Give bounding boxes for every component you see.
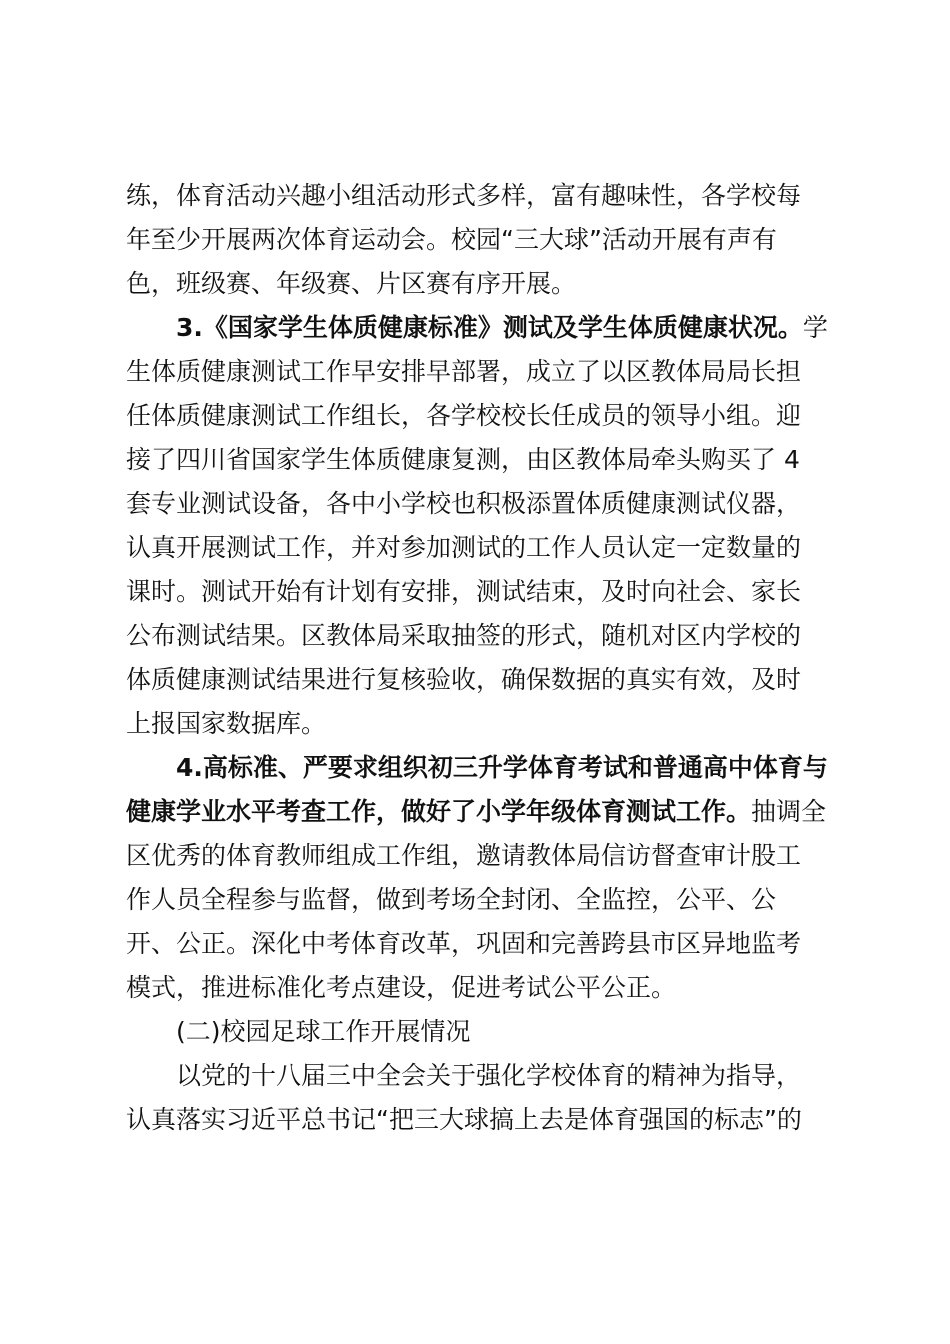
section-4-heading: 4.高标准、严要求组织初三升学体育考试和普通高中体育与 [176,753,828,782]
paragraph-line: 生体质健康测试工作早安排早部署，成立了以区教体局局长担 [126,357,802,386]
paragraph-line: 开、公正。深化中考体育改革，巩固和完善跨县市区异地监考 [126,929,802,958]
section-4-heading-continued: 健康学业水平考查工作，做好了小学年级体育测试工作。 [126,797,752,826]
paragraph-line: 年至少开展两次体育运动会。校园“三大球”活动开展有声有 [126,225,777,254]
paragraph-line: 公布测试结果。区教体局采取抽签的形式，随机对区内学校的 [126,621,802,650]
paragraph-line: 课时。测试开始有计划有安排，测试结束，及时向社会、家长 [126,577,802,606]
paragraph-line: 作人员全程参与监督，做到考场全封闭、全监控，公平、公 [126,885,777,914]
paragraph-line: 色，班级赛、年级赛、片区赛有序开展。 [126,269,577,298]
subsection-heading: (二)校园足球工作开展情况 [176,1017,471,1046]
paragraph-text: 抽调全 [751,797,827,826]
paragraph-line: 任体质健康测试工作组长，各学校校长任成员的领导小组。迎 [126,401,802,430]
paragraph-line: 认真落实习近平总书记“把三大球搞上去是体育强国的标志”的 [126,1105,802,1134]
paragraph-line: 练，体育活动兴趣小组活动形式多样，富有趣味性，各学校每 [126,181,802,210]
paragraph-line: 模式，推进标准化考点建设，促进考试公平公正。 [126,973,677,1002]
paragraph-text: 学 [802,313,828,342]
paragraph-line: 认真开展测试工作，并对参加测试的工作人员认定一定数量的 [126,533,802,562]
paragraph-line: 体质健康测试结果进行复核验收，确保数据的真实有效，及时 [126,665,802,694]
paragraph-line: 以党的十八届三中全会关于强化学校体育的精神为指导， [176,1061,802,1090]
section-3-heading: 3.《国家学生体质健康标准》测试及学生体质健康状况。 [176,313,803,342]
section-4-second-line [126,796,826,828]
paragraph-line: 接了四川省国家学生体质健康复测，由区教体局牵头购买了 4 [126,445,800,474]
paragraph-line: 套专业测试设备，各中小学校也积极添置体质健康测试仪器， [126,489,802,518]
paragraph-line: 上报国家数据库。 [126,709,327,738]
paragraph-line: 区优秀的体育教师组成工作组，邀请教体局信访督查审计股工 [126,841,802,870]
section-3-first-line [176,312,828,344]
